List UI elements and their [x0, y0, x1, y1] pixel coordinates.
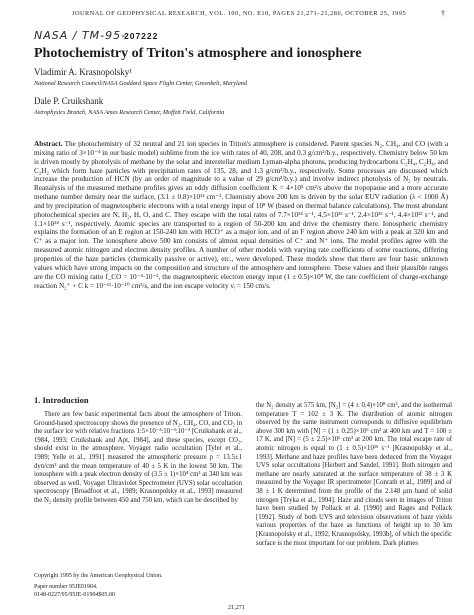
- footnote-line: 0148-0227/95/95JE-01904$05.00: [34, 591, 115, 598]
- left-column: [34, 411, 242, 506]
- author-name: Dale P. Cruikshank: [34, 96, 104, 106]
- handwritten-annotation: NASA / TM-95-: [34, 29, 127, 42]
- paper-title: Photochemistry of Triton's atmosphere and ionosphere: [34, 46, 362, 61]
- author-affiliation: National Research Council/NASA Goddard Space Flight Center, Greenbelt, Maryland: [34, 80, 247, 87]
- abstract-text: The photochemistry of 32 neutral and 21 ion species in Triton's atmosphere is considered. Parent species N₂, CH₄, and CO (with a mixing ratio of 3×10⁻⁴ in our basic model) sublime from the ice with rates of 40, 208, and 0.3 g/cm²/b.y., respectively. Chemistry below 50 km is driven mostly by photolysis of methane by the solar and interstellar medium Lyman-alpha photons, producing hydrocarbons C₂H₄, C₂H₆, and C₂H₂ which form haze particles with precipitation rates of 135, 28, and 1.3 g/cm²/b.y., respectively. Some processes are discussed which increase the production of HCN (by an order of magnitude to a value of 29 g/cm²/b.y.) and involve indirect photolysis of N₂ by neutrals. Reanalysis of the measured methane profiles gives an eddy diffusion coefficient K = 4×10⁵ cm²/s above the tropopause and a more accurate methane number density near the surface, (3.1 ± 0.8)×10¹¹ cm⁻³. Chemistry above 200 km is driven by the solar EUV radiation (λ < 1000 Å) and by precipitation of magnetospheric electrons with a total energy input of 10⁸ W (based on thermal balance calculations). The most abundant photochemical species are N, H₂, H, O, and C. They escape with the total rates of 7.7×10²⁴ s⁻¹, 4.5×10²⁵ s⁻¹, 2.4×10²⁵ s⁻¹, 4.4×10²² s⁻¹, and 1.1×10²⁴ s⁻¹, respectively. Atomic species are transported to a region of 50-200 km and drive the chemistry there. Ionospheric chemistry explains the formation of an E region at 150-240 km with HCO⁺ as a major ion, and of an F region above 240 km with a peak at 320 km and C⁺ as a major ion. The ionosphere above 500 km consists of almost equal densities of C⁺ and N⁺ ions. The model profiles agree with the measured atomic nitrogen and electron density profiles. A number of other models with varying rate coefficients of some reactions, differing properties of the haze particles (chemically passive or active), etc., were developed. These models show that there are four basic unknown values which have strong impacts on the composition and structure of the atmosphere and ionosphere. These values and their plausible ranges are the CO mixing ratio f_CO = 10⁻⁴·10⁻³, the magnetospheric electron energy input (1 ± 0.5)×10⁸ W, the rate coefficient of charge-exchange reaction N₂⁺ + C k = 10⁻¹¹·10⁻¹⁰ cm³/s, and the ion escape velocity vᵢ = 150 cm/s.: [34, 140, 449, 290]
- document-number: 207222: [124, 31, 159, 41]
- right-column: [256, 402, 452, 548]
- footnote-line: Copyright 1995 by the American Geophysical Union.: [34, 573, 163, 579]
- journal-header: JOURNAL OF GEOPHYSICAL RESEARCH, VOL. 100, NO. E10, PAGES 21,271–21,286, OCTOBER 25, 1995: [72, 10, 407, 17]
- footnote-line: Paper number 95JE01904.: [34, 584, 98, 591]
- paragraph: There are few basic experimental facts about the atmosphere of Triton. Ground-based spectroscopy shows the presence of N₂, CH₄, CO, and CO₂ in the surface ice with relative fractions 1:5×10⁻³:10⁻³:10⁻³ [Cruikshank et al., 1984, 1993; Cruikshank and Apt, 1984], and these species, except CO₂, should exist in the atmosphere. Voyager radio occultation [Tyler et al., 1989; Yelle et al., 1991] measured the atmospheric pressure p = 13.5±1 dyn/cm² and the mean temperature of 40 ± 5 K in the lowest 50 km. The ionosphere with a peak electron density of (3.5 ± 1)×10⁴ cm³ at 340 km was observed as well. Voyager Ultraviolet Spectrometer (UVS) solar occultation spectroscopy [Broadfoot et al., 1989; Krasnopolsky et al., 1993] measured the N₂ density profile between 450 and 750 km, which can be described by: [34, 411, 242, 504]
- author-name: Vladimir A. Krasnopolsky¹: [34, 67, 132, 77]
- abstract-label: Abstract.: [34, 140, 63, 148]
- copyright-footnote: [34, 573, 242, 599]
- tick-mark: †: [441, 9, 445, 18]
- abstract: [34, 140, 448, 290]
- paragraph: the N₂ density at 575 km, [N₂] = (4 ± 0.4)×10⁸ cm³, and the isothermal temperature T = 102 ± 3 K. The distribution of atomic nitrogen observed by the same instrument corresponds to diffusive equilibrium above 300 km with [N] = (1 ± 0.25)×10⁶ cm³ at 400 km and T = 100 ± 17 K, and [N] = (5 ± 2.5)×10⁶ cm³ at 200 km. The total escape rate of atomic nitrogen is equal to (1 ± 0.5)×10²⁵ s⁻¹ [Krasnopolsky et al., 1993]. Methane and haze profiles have been deduced from the Voyager UVS solar occultations [Herbert and Sandel, 1991]. Both nitrogen and methane are nearly saturated at the surface temperature of 38 ± 3 K measured by the Voyager IR spectrometer [Conrath et al., 1989] and of 38 ± 1 K determined from the profile of the 2.148 µm band of solid nitrogen [Tryka et al., 1994]. Haze and clouds seen in images of Triton have been studied by Pollack et al. [1990] and Rages and Pollack [1992]. Study of both UVS and television observations of haze yields various properties of the haze as functions of height up to 30 km [Krasnopolsky et al., 1992; Krasnopolsky, 1993b], of which the specific surface is the most important for our problem. Dark plumes: [256, 402, 452, 547]
- page-number: 21,271: [228, 604, 246, 611]
- section-heading: 1. Introduction: [34, 395, 89, 405]
- author-affiliation: Astrophysics Branch, NASA Ames Research Center, Moffett Field, California: [34, 109, 225, 116]
